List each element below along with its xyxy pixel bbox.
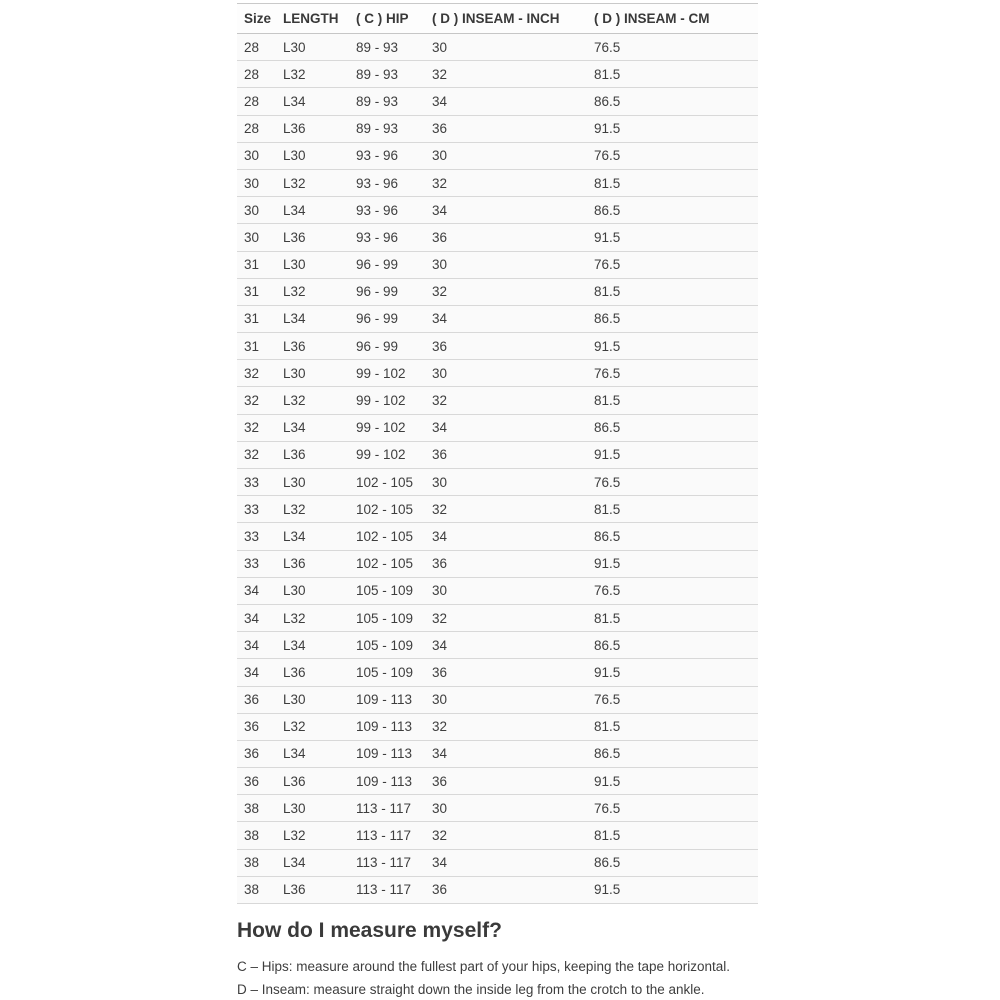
cell-size: 36 <box>237 740 283 767</box>
cell-length: L32 <box>283 169 356 196</box>
cell-size: 30 <box>237 169 283 196</box>
table-row <box>237 740 758 767</box>
cell-length: L30 <box>283 795 356 822</box>
table-row <box>237 142 758 169</box>
cell-hip: 99 - 102 <box>356 414 432 441</box>
cell-size: 33 <box>237 523 283 550</box>
cell-inseam-inch: 30 <box>432 360 594 387</box>
cell-inseam-cm: 91.5 <box>594 441 758 468</box>
table-row <box>237 577 758 604</box>
cell-length: L30 <box>283 34 356 61</box>
cell-inseam-inch: 32 <box>432 61 594 88</box>
cell-inseam-inch: 32 <box>432 713 594 740</box>
measure-instructions <box>237 955 777 1000</box>
cell-size: 33 <box>237 496 283 523</box>
cell-inseam-inch: 36 <box>432 115 594 142</box>
table-row <box>237 251 758 278</box>
cell-inseam-cm: 81.5 <box>594 278 758 305</box>
cell-hip: 96 - 99 <box>356 305 432 332</box>
cell-hip: 113 - 117 <box>356 822 432 849</box>
cell-length: L36 <box>283 441 356 468</box>
table-row <box>237 115 758 142</box>
cell-inseam-cm: 81.5 <box>594 387 758 414</box>
cell-size: 28 <box>237 61 283 88</box>
table-row <box>237 768 758 795</box>
cell-hip: 105 - 109 <box>356 577 432 604</box>
cell-length: L36 <box>283 659 356 686</box>
table-row <box>237 713 758 740</box>
cell-inseam-inch: 36 <box>432 768 594 795</box>
cell-inseam-cm: 86.5 <box>594 197 758 224</box>
cell-inseam-inch: 36 <box>432 224 594 251</box>
cell-inseam-cm: 91.5 <box>594 768 758 795</box>
cell-inseam-inch: 32 <box>432 822 594 849</box>
cell-inseam-inch: 32 <box>432 169 594 196</box>
cell-size: 30 <box>237 142 283 169</box>
cell-inseam-inch: 30 <box>432 34 594 61</box>
cell-size: 30 <box>237 224 283 251</box>
cell-hip: 109 - 113 <box>356 713 432 740</box>
inseam-instruction: D – Inseam: measure straight down the inside leg from the crotch to the ankle. <box>237 982 705 998</box>
cell-hip: 105 - 109 <box>356 659 432 686</box>
cell-hip: 102 - 105 <box>356 469 432 496</box>
cell-hip: 113 - 117 <box>356 795 432 822</box>
header-hip: ( C ) HIP <box>356 4 432 34</box>
cell-length: L34 <box>283 849 356 876</box>
cell-size: 38 <box>237 876 283 903</box>
cell-inseam-inch: 34 <box>432 414 594 441</box>
cell-inseam-inch: 34 <box>432 523 594 550</box>
cell-inseam-inch: 30 <box>432 142 594 169</box>
cell-inseam-inch: 34 <box>432 197 594 224</box>
cell-inseam-inch: 34 <box>432 740 594 767</box>
cell-inseam-cm: 86.5 <box>594 305 758 332</box>
cell-size: 31 <box>237 333 283 360</box>
table-row <box>237 523 758 550</box>
cell-inseam-cm: 86.5 <box>594 849 758 876</box>
cell-inseam-cm: 86.5 <box>594 88 758 115</box>
table-row <box>237 360 758 387</box>
cell-inseam-inch: 30 <box>432 795 594 822</box>
cell-length: L36 <box>283 768 356 795</box>
cell-inseam-inch: 30 <box>432 251 594 278</box>
cell-hip: 109 - 113 <box>356 740 432 767</box>
cell-hip: 102 - 105 <box>356 550 432 577</box>
cell-length: L30 <box>283 686 356 713</box>
cell-length: L34 <box>283 305 356 332</box>
cell-size: 38 <box>237 795 283 822</box>
cell-inseam-cm: 76.5 <box>594 686 758 713</box>
cell-inseam-inch: 30 <box>432 577 594 604</box>
table-header-row <box>237 4 758 34</box>
table-row <box>237 387 758 414</box>
hips-instruction: C – Hips: measure around the fullest part of your hips, keeping the tape horizontal. <box>237 959 731 975</box>
cell-inseam-inch: 32 <box>432 387 594 414</box>
header-inseam-cm: ( D ) INSEAM - CM <box>594 4 758 34</box>
table-body <box>237 34 758 904</box>
cell-inseam-cm: 76.5 <box>594 577 758 604</box>
cell-hip: 89 - 93 <box>356 61 432 88</box>
cell-size: 32 <box>237 441 283 468</box>
cell-hip: 89 - 93 <box>356 88 432 115</box>
cell-inseam-cm: 86.5 <box>594 740 758 767</box>
cell-inseam-inch: 32 <box>432 278 594 305</box>
cell-inseam-cm: 86.5 <box>594 523 758 550</box>
measure-section <box>237 918 777 1000</box>
cell-hip: 109 - 113 <box>356 686 432 713</box>
cell-size: 38 <box>237 822 283 849</box>
cell-hip: 99 - 102 <box>356 441 432 468</box>
cell-inseam-cm: 81.5 <box>594 713 758 740</box>
cell-inseam-inch: 34 <box>432 88 594 115</box>
table-row <box>237 795 758 822</box>
cell-inseam-cm: 81.5 <box>594 61 758 88</box>
cell-inseam-cm: 76.5 <box>594 34 758 61</box>
cell-inseam-inch: 36 <box>432 333 594 360</box>
cell-size: 28 <box>237 88 283 115</box>
cell-hip: 99 - 102 <box>356 360 432 387</box>
cell-length: L34 <box>283 523 356 550</box>
cell-hip: 105 - 109 <box>356 604 432 631</box>
cell-inseam-cm: 91.5 <box>594 333 758 360</box>
cell-hip: 99 - 102 <box>356 387 432 414</box>
cell-hip: 96 - 99 <box>356 251 432 278</box>
cell-size: 32 <box>237 387 283 414</box>
cell-length: L32 <box>283 822 356 849</box>
cell-hip: 96 - 99 <box>356 333 432 360</box>
cell-size: 36 <box>237 713 283 740</box>
cell-inseam-cm: 86.5 <box>594 632 758 659</box>
table-row <box>237 224 758 251</box>
cell-size: 31 <box>237 278 283 305</box>
table-row <box>237 849 758 876</box>
table-row <box>237 469 758 496</box>
cell-inseam-cm: 76.5 <box>594 795 758 822</box>
cell-inseam-cm: 91.5 <box>594 224 758 251</box>
cell-size: 34 <box>237 632 283 659</box>
cell-hip: 93 - 96 <box>356 197 432 224</box>
cell-length: L32 <box>283 387 356 414</box>
cell-length: L30 <box>283 469 356 496</box>
table-row <box>237 197 758 224</box>
table-row <box>237 550 758 577</box>
cell-length: L36 <box>283 115 356 142</box>
cell-inseam-inch: 36 <box>432 441 594 468</box>
table-row <box>237 686 758 713</box>
cell-inseam-inch: 34 <box>432 305 594 332</box>
cell-hip: 102 - 105 <box>356 523 432 550</box>
cell-size: 33 <box>237 469 283 496</box>
cell-hip: 105 - 109 <box>356 632 432 659</box>
cell-length: L34 <box>283 88 356 115</box>
table-row <box>237 34 758 61</box>
cell-length: L32 <box>283 604 356 631</box>
cell-inseam-cm: 76.5 <box>594 251 758 278</box>
cell-length: L34 <box>283 740 356 767</box>
cell-inseam-cm: 91.5 <box>594 876 758 903</box>
cell-length: L32 <box>283 496 356 523</box>
cell-size: 31 <box>237 305 283 332</box>
cell-inseam-inch: 30 <box>432 469 594 496</box>
table-row <box>237 61 758 88</box>
table-row <box>237 496 758 523</box>
table-row <box>237 441 758 468</box>
cell-hip: 93 - 96 <box>356 224 432 251</box>
cell-inseam-inch: 34 <box>432 849 594 876</box>
cell-size: 28 <box>237 115 283 142</box>
cell-inseam-cm: 76.5 <box>594 142 758 169</box>
cell-hip: 93 - 96 <box>356 169 432 196</box>
table-row <box>237 414 758 441</box>
table-row <box>237 169 758 196</box>
cell-size: 38 <box>237 849 283 876</box>
cell-length: L34 <box>283 414 356 441</box>
table-row <box>237 305 758 332</box>
cell-inseam-inch: 32 <box>432 496 594 523</box>
cell-size: 36 <box>237 686 283 713</box>
header-size: Size <box>237 4 283 34</box>
header-length: LENGTH <box>283 4 356 34</box>
cell-length: L32 <box>283 61 356 88</box>
cell-size: 32 <box>237 414 283 441</box>
cell-inseam-inch: 32 <box>432 604 594 631</box>
cell-hip: 93 - 96 <box>356 142 432 169</box>
cell-size: 32 <box>237 360 283 387</box>
size-chart-table <box>237 3 758 904</box>
cell-inseam-cm: 91.5 <box>594 550 758 577</box>
cell-size: 34 <box>237 577 283 604</box>
cell-hip: 89 - 93 <box>356 34 432 61</box>
cell-length: L30 <box>283 142 356 169</box>
cell-size: 34 <box>237 659 283 686</box>
cell-hip: 109 - 113 <box>356 768 432 795</box>
cell-hip: 102 - 105 <box>356 496 432 523</box>
cell-inseam-cm: 76.5 <box>594 469 758 496</box>
cell-length: L30 <box>283 360 356 387</box>
cell-size: 33 <box>237 550 283 577</box>
table-row <box>237 659 758 686</box>
cell-hip: 96 - 99 <box>356 278 432 305</box>
cell-length: L32 <box>283 713 356 740</box>
cell-length: L34 <box>283 632 356 659</box>
cell-inseam-inch: 36 <box>432 550 594 577</box>
cell-inseam-cm: 81.5 <box>594 169 758 196</box>
cell-length: L32 <box>283 278 356 305</box>
cell-size: 36 <box>237 768 283 795</box>
table-row <box>237 876 758 903</box>
cell-inseam-cm: 91.5 <box>594 115 758 142</box>
table-row <box>237 333 758 360</box>
cell-length: L30 <box>283 577 356 604</box>
table-row <box>237 822 758 849</box>
size-chart-section <box>237 3 758 904</box>
cell-inseam-cm: 81.5 <box>594 496 758 523</box>
section-title: How do I measure myself? <box>237 919 502 942</box>
cell-inseam-inch: 36 <box>432 876 594 903</box>
header-inseam-inch: ( D ) INSEAM - INCH <box>432 4 594 34</box>
cell-hip: 113 - 117 <box>356 876 432 903</box>
cell-size: 31 <box>237 251 283 278</box>
cell-length: L36 <box>283 550 356 577</box>
cell-hip: 89 - 93 <box>356 115 432 142</box>
table-row <box>237 278 758 305</box>
cell-inseam-cm: 76.5 <box>594 360 758 387</box>
cell-length: L36 <box>283 876 356 903</box>
table-row <box>237 632 758 659</box>
cell-hip: 113 - 117 <box>356 849 432 876</box>
cell-length: L30 <box>283 251 356 278</box>
table-row <box>237 88 758 115</box>
cell-inseam-cm: 81.5 <box>594 604 758 631</box>
cell-inseam-inch: 30 <box>432 686 594 713</box>
cell-size: 30 <box>237 197 283 224</box>
cell-inseam-inch: 36 <box>432 659 594 686</box>
cell-inseam-cm: 86.5 <box>594 414 758 441</box>
cell-length: L36 <box>283 333 356 360</box>
cell-inseam-inch: 34 <box>432 632 594 659</box>
cell-size: 34 <box>237 604 283 631</box>
table-row <box>237 604 758 631</box>
cell-inseam-cm: 81.5 <box>594 822 758 849</box>
cell-inseam-cm: 91.5 <box>594 659 758 686</box>
cell-length: L34 <box>283 197 356 224</box>
cell-size: 28 <box>237 34 283 61</box>
cell-length: L36 <box>283 224 356 251</box>
